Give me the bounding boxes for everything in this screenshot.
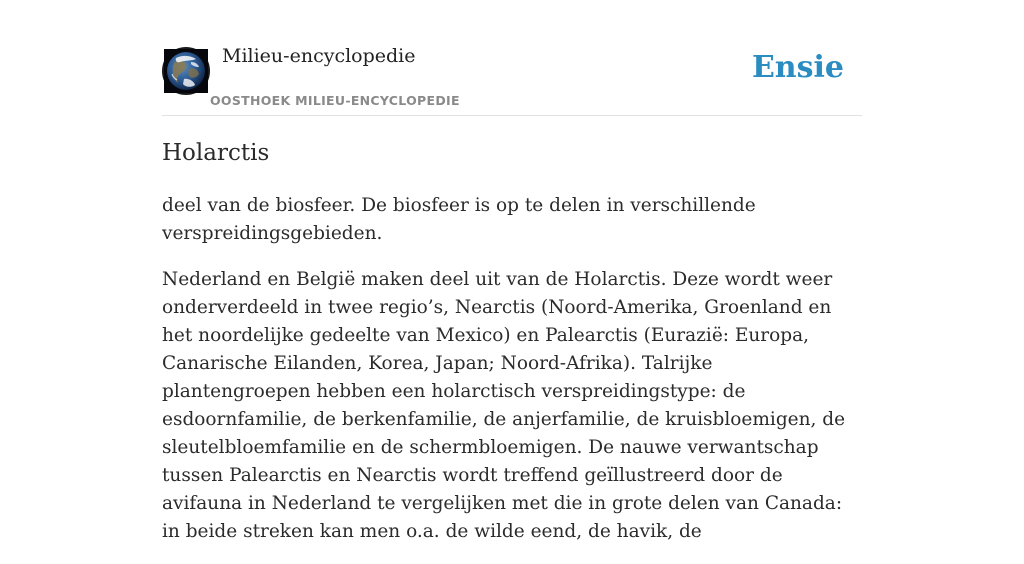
earth-globe-icon[interactable] <box>162 47 210 95</box>
content-column <box>162 0 862 542</box>
brand-logo[interactable]: Ensie <box>751 50 844 85</box>
entry-title: Holarctis <box>162 140 270 166</box>
site-title[interactable]: Milieu-encyclopedie <box>222 45 416 67</box>
entry-body <box>162 192 862 564</box>
entry-paragraph: deel van de biosfeer. De biosfeer is op te delen in verschillende verspreidingsgebieden. <box>162 195 756 244</box>
site-header <box>162 0 862 116</box>
entry-paragraph: Nederland en België maken deel uit van de Holarctis. Deze wordt weer onderverdeeld in twee regio’s, Nearctis (Noord-Amerika, Groenland en het noordelijke gedeelte van Mexico) en Palearctis (Eurazië: Europa, Canarische Eilanden, Korea, Japan; Noord-Afrika). Talrijke plantengroepen hebben een holarctisch verspreidingstype: de esdoornfamilie, de berkenfamilie, de anjerfamilie, de kruisbloemigen, de sleutelbloemfamilie en de schermbloemigen. De nauwe verwantschap tussen Palearctis en Nearctis wordt treffend geïllustreerd door de avifauna in Nederland te vergelijken met die in grote delen van Canada: in beide streken kan men o.a. de wilde eend, de havik, de <box>162 269 846 542</box>
site-subtitle[interactable]: OOSTHOEK MILIEU-ENCYCLOPEDIE <box>210 93 460 108</box>
